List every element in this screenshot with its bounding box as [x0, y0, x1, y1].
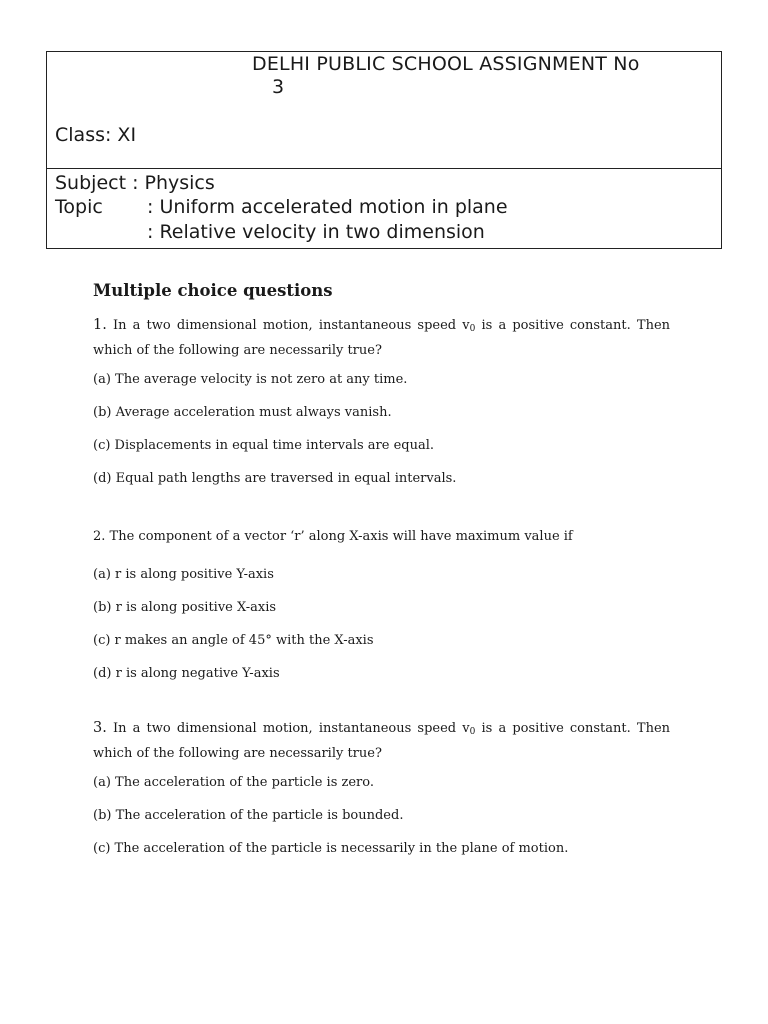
- option-1a: (a) The average velocity is not zero at any time.: [93, 372, 408, 387]
- question-3: [93, 717, 670, 765]
- question-1: [93, 314, 670, 362]
- question-text: In a two dimensional motion, instantaneous speed v: [113, 318, 470, 333]
- option-1d: (d) Equal path lengths are traversed in equal intervals.: [93, 471, 457, 486]
- class-label: Class: XI: [55, 124, 137, 146]
- assignment-title: DELHI PUBLIC SCHOOL ASSIGNMENT No: [252, 53, 640, 75]
- option-2d: (d) r is along negative Y-axis: [93, 666, 280, 681]
- question-2: [93, 528, 573, 546]
- question-number: 2.: [93, 529, 106, 544]
- question-text: In a two dimensional motion, instantaneous speed v: [113, 721, 470, 736]
- option-2b: (b) r is along positive X-axis: [93, 600, 277, 615]
- option-2c: (c) r makes an angle of 45° with the X-axis: [93, 633, 374, 648]
- subscript: 0: [469, 324, 476, 334]
- question-number: 3.: [93, 720, 107, 736]
- option-3b: (b) The acceleration of the particle is bounded.: [93, 808, 404, 823]
- section-title: Multiple choice questions: [93, 281, 333, 300]
- assignment-number: 3: [272, 76, 285, 98]
- question-text-cont: is a positive constant. Then which of the following are necessarily true?: [93, 318, 671, 358]
- header-top-section: [47, 52, 721, 169]
- option-3a: (a) The acceleration of the particle is zero.: [93, 775, 375, 790]
- topic-label: Topic: [55, 196, 103, 218]
- question-text: The component of a vector ‘r’ along X-axis will have maximum value if: [109, 529, 573, 544]
- option-2a: (a) r is along positive Y-axis: [93, 567, 274, 582]
- option-3c: (c) The acceleration of the particle is necessarily in the plane of motion.: [93, 841, 569, 856]
- subject-label: Subject : Physics: [55, 172, 215, 194]
- subscript: 0: [469, 727, 476, 737]
- topic-line-2: : Relative velocity in two dimension: [147, 221, 485, 243]
- topic-line-1: : Uniform accelerated motion in plane: [147, 196, 508, 218]
- assignment-header-box: [46, 51, 722, 249]
- question-number: 1.: [93, 317, 107, 333]
- option-1c: (c) Displacements in equal time intervals are equal.: [93, 438, 434, 453]
- option-1b: (b) Average acceleration must always vanish.: [93, 405, 392, 420]
- question-text-cont: is a positive constant. Then which of the following are necessarily true?: [93, 721, 671, 761]
